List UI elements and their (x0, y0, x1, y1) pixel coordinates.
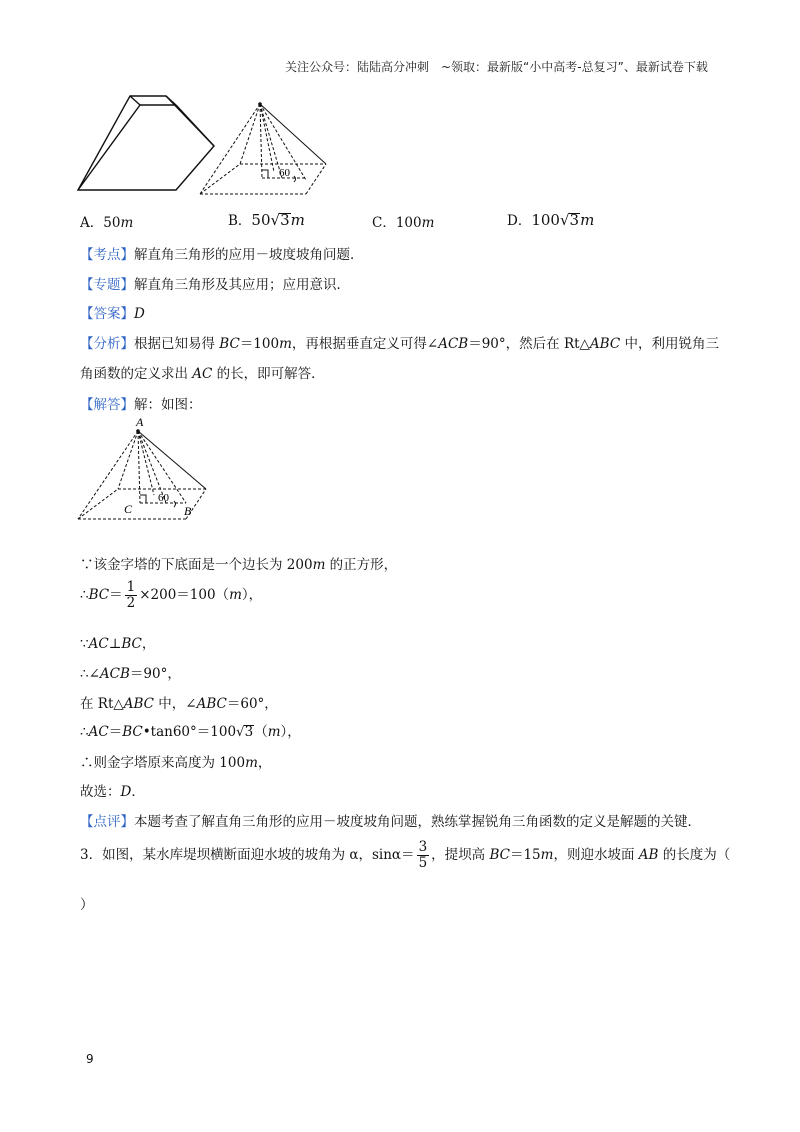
fig2-label-b: B (184, 504, 192, 518)
step-1: ∵该金字塔的下底面是一个边长为 200m 的正方形， (80, 557, 398, 573)
option-b[interactable]: B．50√3m (228, 211, 305, 229)
zhuanti-line: 【专题】解直角三角形及其应用；应用意识． (80, 277, 350, 293)
question-3-close: ） (80, 897, 94, 913)
fraction-one-half: $\frac{1}{2}$ (126, 579, 136, 611)
answer-tag: 【答案】 (80, 306, 134, 322)
step-6: ∴AC＝BC•tan60°＝100√3（m）， (80, 724, 301, 740)
fenxi-line-2: 角函数的定义求出 AC 的长，即可解答． (80, 366, 325, 382)
zhuanti-tag: 【专题】 (80, 277, 134, 293)
fraction-three-fifths: $\frac{3}{5}$ (418, 839, 428, 871)
fenxi-line-1: 【分析】根据已知易得 BC＝100m，再根据垂直定义可得∠ACB＝90°，然后在 Rt△ABC 中，利用锐角三 (80, 336, 719, 352)
answer-line: 【答案】D (80, 306, 145, 322)
dianping-tag: 【点评】 (80, 814, 134, 830)
fig2-angle-label: 60 (158, 492, 169, 504)
step-7: ∴则金字塔原来高度为 100m， (80, 755, 272, 771)
step-2: ∴BC＝ $\frac{1}{2}$ ×200＝100（m）， (80, 579, 263, 611)
fig2-label-a: A (136, 415, 144, 429)
kaodian-line: 【考点】解直角三角形的应用－坡度坡角问题． (80, 247, 364, 263)
option-c[interactable]: C．100m (372, 215, 435, 231)
page-header: 关注公众号：陆陆高分冲刺 ~领取：最新版“小中高考-总复习”、最新试卷下载 (285, 60, 708, 74)
step-3: ∵AC⊥BC， (80, 636, 156, 652)
option-a[interactable]: A．50m (80, 215, 134, 231)
figure-pyramid-solution (74, 415, 224, 525)
jieda-line: 【解答】解：如图： (80, 397, 202, 413)
fig1-angle-label: 60 (279, 167, 290, 179)
step-4: ∴∠ACB＝90°， (80, 666, 181, 682)
question-3: 3．如图，某水库堤坝横断面迎水坡的坡角为 α，sinα＝ $\frac{3}{5}$ ，提坝高 BC＝15m，则迎水坡面 AB 的长度为（ (80, 839, 731, 871)
dianping-line: 【点评】本题考查了解直角三角形的应用－坡度坡角问题，熟练掌握锐角三角函数的定义是解题的关键． (80, 814, 701, 830)
step-8: 故选：D． (80, 784, 145, 800)
step-5: 在 Rt△ABC 中，∠ABC＝60°， (80, 696, 278, 712)
figure-pyramids (72, 90, 342, 200)
fenxi-tag: 【分析】 (80, 336, 134, 352)
fig2-label-c: C (124, 502, 133, 516)
page-number: 9 (86, 1052, 94, 1066)
kaodian-tag: 【考点】 (80, 247, 134, 263)
jieda-tag: 【解答】 (80, 397, 134, 413)
option-d[interactable]: D．100√3m (507, 211, 595, 229)
